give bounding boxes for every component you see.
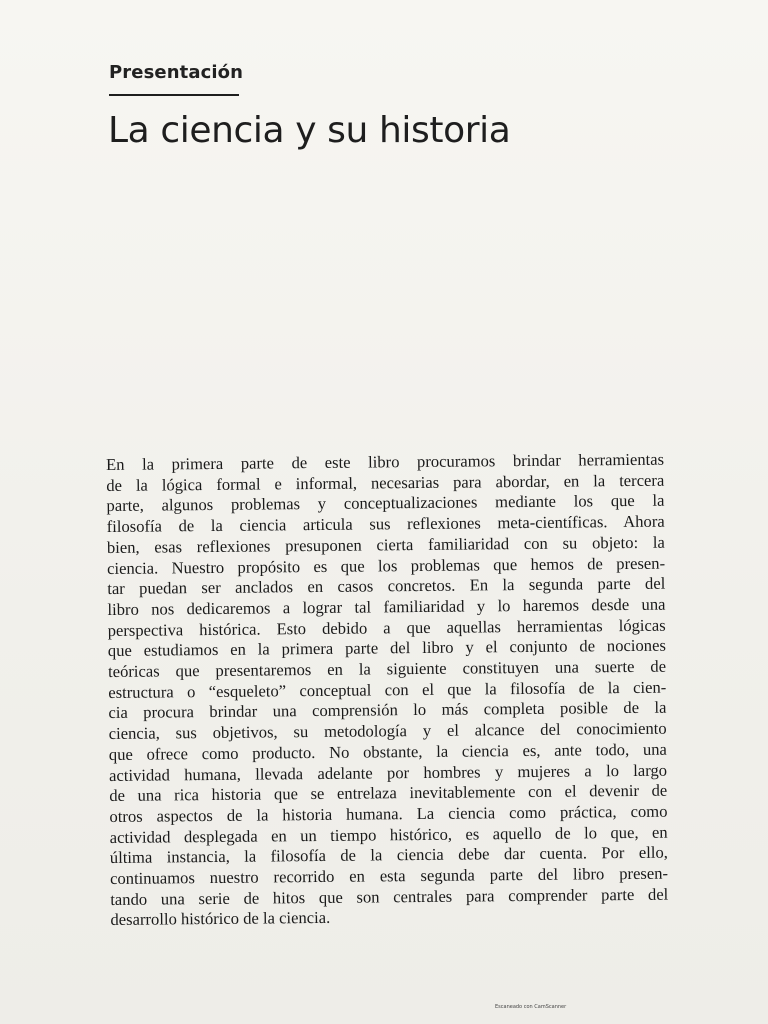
paragraph-line: continuamos nuestro recorrido en esta segunda parte del libro presen-: [109, 863, 669, 889]
paragraph-line: última instancia, la filosofía de la ciencia debe dar cuenta. Por ello,: [109, 842, 668, 868]
paragraph-line: de una rica historia que se entrelaza inevitablemente con el devenir de: [109, 780, 668, 806]
paragraph-line: bien, esas reflexiones presuponen cierta familiaridad con su objeto: la: [106, 532, 665, 557]
paragraph-line: cia procura brindar una comprensión lo más completa posible de la: [108, 698, 667, 723]
paragraph-line: que estudiamos en la primera parte del libro y el conjunto de nociones: [107, 635, 666, 661]
section-underline: [109, 94, 239, 96]
paragraph-line: ciencia. Nuestro propósito es que los problemas que hemos de presen-: [106, 553, 666, 578]
paragraph-line: otros aspectos de la historia humana. La ciencia como práctica, como: [109, 801, 668, 826]
paragraph-line: teóricas que presentaremos en la siguiente constituyen una suerte de: [107, 656, 667, 682]
paragraph-line: actividad humana, llevada adelante por hombres y mujeres a lo largo: [108, 760, 668, 785]
scanner-watermark: Escaneado con CamScanner: [495, 1004, 567, 1010]
paragraph-line: tando una serie de hitos que son centrales para comprender parte del: [110, 884, 669, 909]
paragraph-line: parte, algunos problemas y conceptualizaciones mediante los que la: [106, 491, 665, 516]
paragraph-line: tar puedan ser anclados en casos concretos. En la segunda parte del: [107, 573, 666, 599]
paragraph-line: filosofía de la ciencia articula sus reflexiones meta-científicas. Ahora: [106, 511, 665, 537]
paragraph-line: libro nos dedicaremos a lograr tal familiaridad y lo haremos desde una: [107, 594, 666, 619]
paragraph-line: estructura o “esqueleto” conceptual con el que la filosofía de la cien-: [108, 677, 667, 702]
paragraph-line: desarrollo histórico de la ciencia.: [110, 908, 331, 930]
paragraph-line: actividad desplegada en un tiempo histórico, es aquello de lo que, en: [109, 822, 668, 847]
paragraph-line: de la lógica formal e informal, necesarias para abordar, en la tercera: [106, 470, 665, 495]
chapter-title: La ciencia y su historia: [108, 110, 511, 151]
paragraph-line: perspectiva histórica. Esto debido a que aquellas herramientas lógicas: [107, 615, 666, 640]
section-label: Presentación: [109, 62, 243, 83]
body-paragraph: [106, 450, 669, 932]
paragraph-line: que ofrece como producto. No obstante, la ciencia es, ante todo, una: [108, 739, 667, 764]
paragraph-line: En la primera parte de este libro procuramos brindar herramientas: [106, 449, 665, 474]
paragraph-line: ciencia, sus objetivos, su metodología y el alcance del conocimiento: [108, 718, 667, 744]
